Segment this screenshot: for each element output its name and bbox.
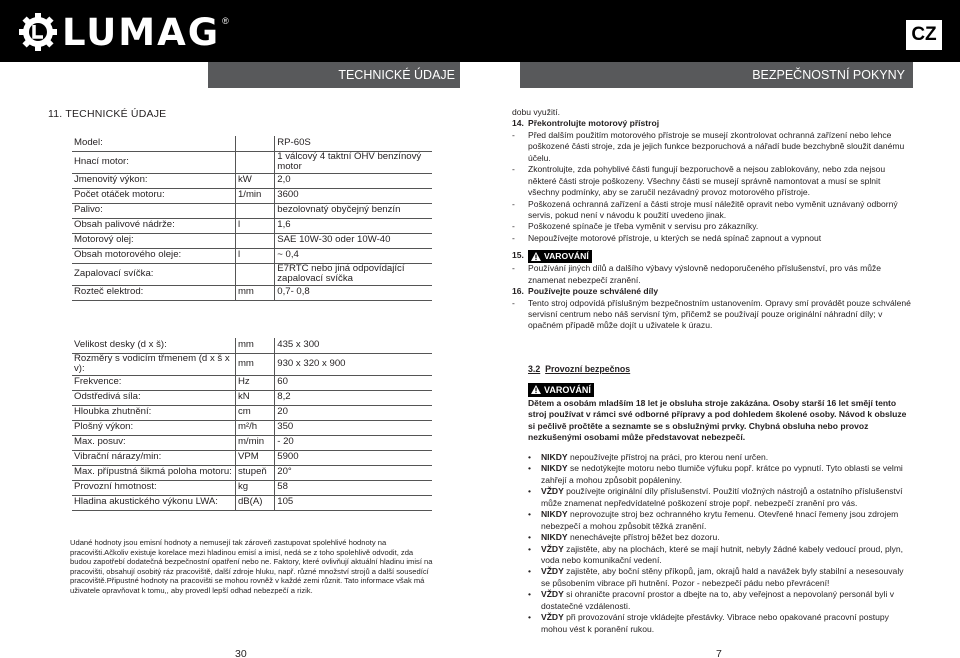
spec-row — [72, 405, 432, 420]
bullet-text: zajistěte, aby boční stěny příkopů, jam, okrajů hald a navážek byly stabilní a nesesouvaly se působením vibrace při hutnění. Pozor - nebezpečí pádu nebo převrácení! — [541, 566, 904, 588]
dash-item-text: Tento stroj odpovídá příslušným bezpečnostním ustanovením. Opravy smí provádět pouze schválené servisní centrum nebo náš servisní tým, přičemž se používají pouze originální náhradní díly; v opačném případě může dojít u uživatele k úrazu. — [528, 297, 911, 331]
dash-marker: - — [512, 297, 515, 308]
item-16-list — [512, 298, 912, 332]
spec-row — [72, 495, 432, 510]
spec-label: Jmenovitý výkon: — [72, 173, 235, 188]
item-15 — [512, 250, 912, 263]
spec-value: E7RTC nebo jiná odpovídající zapalovací svíčka — [275, 263, 432, 285]
dash-item — [512, 221, 912, 232]
spec-unit: mm — [235, 338, 274, 353]
subsection-title: Provozní bezpečnos — [545, 364, 631, 374]
spec-value: ~ 0,4 — [275, 248, 432, 263]
spec-row — [72, 435, 432, 450]
spec-row — [72, 420, 432, 435]
spec-value: 60 — [275, 375, 432, 390]
bullet-keyword: VŽDY — [541, 589, 564, 600]
bullet-text: nepoužívejte přístroj na práci, pro kterou není určen. — [567, 452, 769, 462]
spec-unit: m²/h — [235, 420, 274, 435]
dash-item — [512, 233, 912, 244]
spec-label: Hladina akustického výkonu LWA: — [72, 495, 235, 510]
spec-value: - 20 — [275, 435, 432, 450]
item-16-number: 16. — [512, 286, 524, 297]
logo-registered-mark: ® — [222, 16, 229, 26]
bullet-text: nenechávejte přístroj běžet bez dozoru. — [567, 532, 720, 543]
spec-row — [72, 203, 432, 218]
spec-value: 3600 — [275, 188, 432, 203]
dash-marker: - — [512, 129, 515, 140]
dash-item-text: Nepoužívejte motorové přístroje, u kterých se nedá spínač zapnout a vypnout — [528, 232, 822, 243]
spec-unit: mm — [235, 285, 274, 300]
spec-row — [72, 136, 432, 151]
safety-bullet — [528, 566, 912, 589]
dash-item — [512, 164, 912, 198]
lumag-logo — [18, 10, 229, 54]
spec-row — [72, 480, 432, 495]
spec-row — [72, 338, 432, 353]
spec-label: Plošný výkon: — [72, 420, 235, 435]
safety-bullet — [528, 463, 912, 486]
spec-value: 1,6 — [275, 218, 432, 233]
item-16 — [512, 286, 912, 297]
spec-unit: 1/min — [235, 188, 274, 203]
spec-row — [72, 465, 432, 480]
spec-unit — [235, 136, 274, 151]
spec-value: 350 — [275, 420, 432, 435]
spec-row — [72, 188, 432, 203]
language-badge: CZ — [906, 20, 942, 50]
top-bar — [0, 0, 960, 62]
spec-value: 930 x 320 x 900 — [275, 353, 432, 375]
page-number-right: 7 — [716, 648, 722, 658]
warning-triangle-icon — [531, 252, 541, 261]
dash-marker: - — [512, 221, 515, 232]
spec-value: 435 x 300 — [275, 338, 432, 353]
spec-table-engine — [72, 136, 432, 301]
spec-value: 105 — [275, 495, 432, 510]
bullet-keyword: NIKDY — [541, 509, 568, 520]
bullet-keyword: VŽDY — [541, 486, 564, 497]
spec-label: Počet otáček motoru: — [72, 188, 235, 203]
subsection-3-2 — [528, 364, 630, 374]
danger-text: Dětem a osobám mladším 18 let je obsluha stroje zakázána. Osoby starší 16 let smějí tento stroj používat v rámci své odborné přípravy a pod dohledem školené osoby. Návod k obsluze si pečlivě pročtěte a seznamte se s obslužnými prvky. Chybná obsluha nebo provoz nezkušenými osobami může představovat nebezpečí. — [528, 398, 907, 443]
spec-value: 0,7- 0,8 — [275, 285, 432, 300]
spec-value: 20° — [275, 465, 432, 480]
warning-badge-32 — [528, 381, 594, 399]
spec-unit: kW — [235, 173, 274, 188]
gear-logo-icon — [18, 12, 58, 52]
spec-row — [72, 218, 432, 233]
bullet-keyword: VŽDY — [541, 612, 564, 623]
spec-label: Hnací motor: — [72, 151, 235, 173]
spec-label: Max. posuv: — [72, 435, 235, 450]
spec-row — [72, 450, 432, 465]
warning-badge-15 — [528, 250, 592, 263]
dash-item — [512, 298, 912, 332]
spec-row — [72, 173, 432, 188]
safety-bullet — [528, 589, 912, 612]
spec-label: Rozteč elektrod: — [72, 285, 235, 300]
bullet-text: při provozování stroje vkládejte přestávky. Vibrace nebo opakované pracovní postupy mohou vést k poranění rukou. — [541, 612, 889, 634]
spec-value: 20 — [275, 405, 432, 420]
dash-marker: - — [512, 263, 515, 274]
spec-table-machine — [72, 338, 432, 511]
spec-unit: kN — [235, 390, 274, 405]
spec-unit — [235, 233, 274, 248]
spec-row — [72, 263, 432, 285]
spec-unit: Hz — [235, 375, 274, 390]
bullet-keyword: NIKDY — [541, 452, 568, 462]
spec-unit — [235, 263, 274, 285]
item-14-list — [512, 130, 912, 244]
bullet-text: zajistěte, aby na plochách, které se mají hutnit, nebyly žádné kabely vedoucí proud, plyn, voda nebo komunikační vedení. — [541, 543, 904, 565]
spec-row — [72, 390, 432, 405]
bullet-keyword: VŽDY — [541, 543, 564, 554]
spec-unit: stupeň — [235, 465, 274, 480]
item-14-title: Překontrolujte motorový přístroj — [528, 118, 660, 129]
dash-item-text: Používání jiných dílů a dalšího výbavy výslovně nedoporučeného příslušenství, pro vás může znamenat nebezpečí zranění. — [528, 263, 881, 285]
spec-unit: VPM — [235, 450, 274, 465]
spec-value: 58 — [275, 480, 432, 495]
item-15-number: 15. — [512, 250, 524, 261]
spec-unit — [235, 203, 274, 218]
right-top-column — [512, 107, 912, 332]
subsection-number: 3.2 — [528, 364, 541, 374]
safety-bullet — [528, 452, 912, 463]
logo-text: LUMAG — [62, 10, 221, 54]
spec-label: Obsah palivové nádrže: — [72, 218, 235, 233]
spec-value: 8,2 — [275, 390, 432, 405]
spec-unit: l — [235, 218, 274, 233]
spec-label: Rozměry s vodicím třmenem (d x š x v): — [72, 353, 235, 375]
spec-label: Velikost desky (d x š): — [72, 338, 235, 353]
spec-value: 5900 — [275, 450, 432, 465]
dash-item-text: Poškozené spínače je třeba vyměnit v servisu pro zákazníky. — [528, 221, 759, 232]
spec-value: 2,0 — [275, 173, 432, 188]
bullet-text: se nedotýkejte motoru nebo tlumiče výfuku popř. krátce po vypnutí. Tyto oblasti se velmi zahřejí a mohou způsobit popáleniny. — [541, 463, 903, 485]
spec-label: Motorový olej: — [72, 233, 235, 248]
dash-item-text: Před dalším použitím motorového přístroje se musejí zkontrolovat ochranná zařízení nebo lehce poškozené části stroje, zda je jejich funkce bezporuchová a nářadí bude bezchybně sloužit danému účelu. — [528, 129, 905, 163]
dash-item — [512, 130, 912, 164]
dash-marker: - — [512, 164, 515, 175]
spec-label: Provozní hmotnost: — [72, 480, 235, 495]
safety-bullet — [528, 612, 912, 635]
bullet-keyword: NIKDY — [541, 463, 568, 474]
safety-bullet — [528, 544, 912, 567]
item-15-list — [512, 263, 912, 286]
dash-item-text: Poškozená ochranná zařízení a části stroje musí náležitě opravit nebo vyměnit uznávaný odborný servis, pokud není v návodu k použití uvedeno jinak. — [528, 198, 898, 220]
spec-row — [72, 233, 432, 248]
dash-item — [512, 263, 912, 286]
spec-unit: l — [235, 248, 274, 263]
dash-marker: - — [512, 232, 515, 243]
spec-label: Max. přípustná šikmá poloha motoru: — [72, 465, 235, 480]
spec-unit — [235, 151, 274, 173]
spec-value: SAE 10W-30 oder 10W-40 — [275, 233, 432, 248]
spec-unit: m/min — [235, 435, 274, 450]
spec-unit: kg — [235, 480, 274, 495]
spec-unit: mm — [235, 353, 274, 375]
dash-item — [512, 199, 912, 222]
spec-label: Obsah motorového oleje: — [72, 248, 235, 263]
spec-row — [72, 151, 432, 173]
spec-row — [72, 248, 432, 263]
spec-label: Hloubka zhutnění: — [72, 405, 235, 420]
spec-label: Frekvence: — [72, 375, 235, 390]
spec-value: RP-60S — [275, 136, 432, 151]
section-title: 11. TECHNICKÉ ÚDAJE — [48, 108, 167, 120]
safety-bullet-list — [528, 452, 912, 635]
spec-label: Palivo: — [72, 203, 235, 218]
spec-value: 1 válcový 4 taktní OHV benzínový motor — [275, 151, 432, 173]
spec-label: Model: — [72, 136, 235, 151]
spec-row — [72, 353, 432, 375]
emission-note: Udané hodnoty jsou emisní hodnoty a nemusejí tak zároveň zastupovat spolehlivé hodnoty na pracovišti.Ačkoliv existuje korelace mezi hladinou emisí a imisí, nedá se z toho spolehlivě odvodit, zda budou zapotřebí dodatečná bezpečnostní opatření nebo ne. Faktory, které ovlivňují aktuální hladinu imisí na pracovišti, obsahují osobitý ráz pracoviště, další zdroje hluku, např. různé množství strojů a další sousedící pracoviště.Připustné hodnoty na pracovišti se mohou rovněž v každé zemi různit. Tato informace však má uživatele opravňovat k tomu,, aby provedl lepší odhad nebezpečí a rizik. — [70, 538, 433, 595]
safety-bullet — [528, 532, 912, 543]
bullet-text: používejte originální díly příslušenství. Použití vložných nástrojů a ostatního příslušenství může znamenat nepředvídatelné poškození stroje popř. nebezpečí zranění pro vás. — [541, 486, 903, 508]
spec-unit: cm — [235, 405, 274, 420]
dash-marker: - — [512, 198, 515, 209]
spec-unit: dB(A) — [235, 495, 274, 510]
warning-triangle-icon — [531, 385, 541, 394]
item-14-number: 14. — [512, 118, 524, 129]
bullet-keyword: NIKDY — [541, 532, 568, 543]
spec-label: Vibrační nárazy/min: — [72, 450, 235, 465]
dash-item-text: Zkontrolujte, zda pohyblivé části fungují bezporuchově a nejsou zablokovány, nebo zda nejsou některé části stroje poškozeny. Všechny části se musejí správně namontovat a musí se splnit všechny podmínky, aby se zaručil nezávadný provoz motorového přístroje. — [528, 164, 886, 198]
item-14 — [512, 118, 912, 129]
page-number-left: 30 — [235, 648, 247, 658]
spec-row — [72, 285, 432, 300]
item-16-title: Používejte pouze schválené díly — [528, 286, 659, 297]
spec-label: Odstředivá síla: — [72, 390, 235, 405]
spec-row — [72, 375, 432, 390]
bullet-keyword: VŽDY — [541, 566, 564, 577]
safety-bullet — [528, 509, 912, 532]
safety-bullet — [528, 486, 912, 509]
header-technical-data: TECHNICKÉ ÚDAJE — [208, 62, 460, 88]
spec-label: Zapalovací svíčka: — [72, 263, 235, 285]
spec-value: bezolovnatý obyčejný benzín — [275, 203, 432, 218]
bullet-text: si ohraničte pracovní prostor a dbejte na to, aby veřejnost a nepovolaný personál byli v dostatečné vzdálenosti. — [541, 589, 894, 611]
bullet-text: neprovozujte stroj bez ochranného krytu řemenu. Otevřené hnací řemeny jsou zdrojem nebezpečí a mohou způsobit těžká zranění. — [541, 509, 899, 531]
warning-label-15: VAROVÁNÍ — [544, 250, 589, 261]
header-safety-instructions: BEZPEČNOSTNÍ POKYNY — [520, 62, 913, 88]
warning-label-32: VAROVÁNÍ — [544, 384, 591, 395]
intro-text: dobu využití. — [512, 107, 560, 117]
